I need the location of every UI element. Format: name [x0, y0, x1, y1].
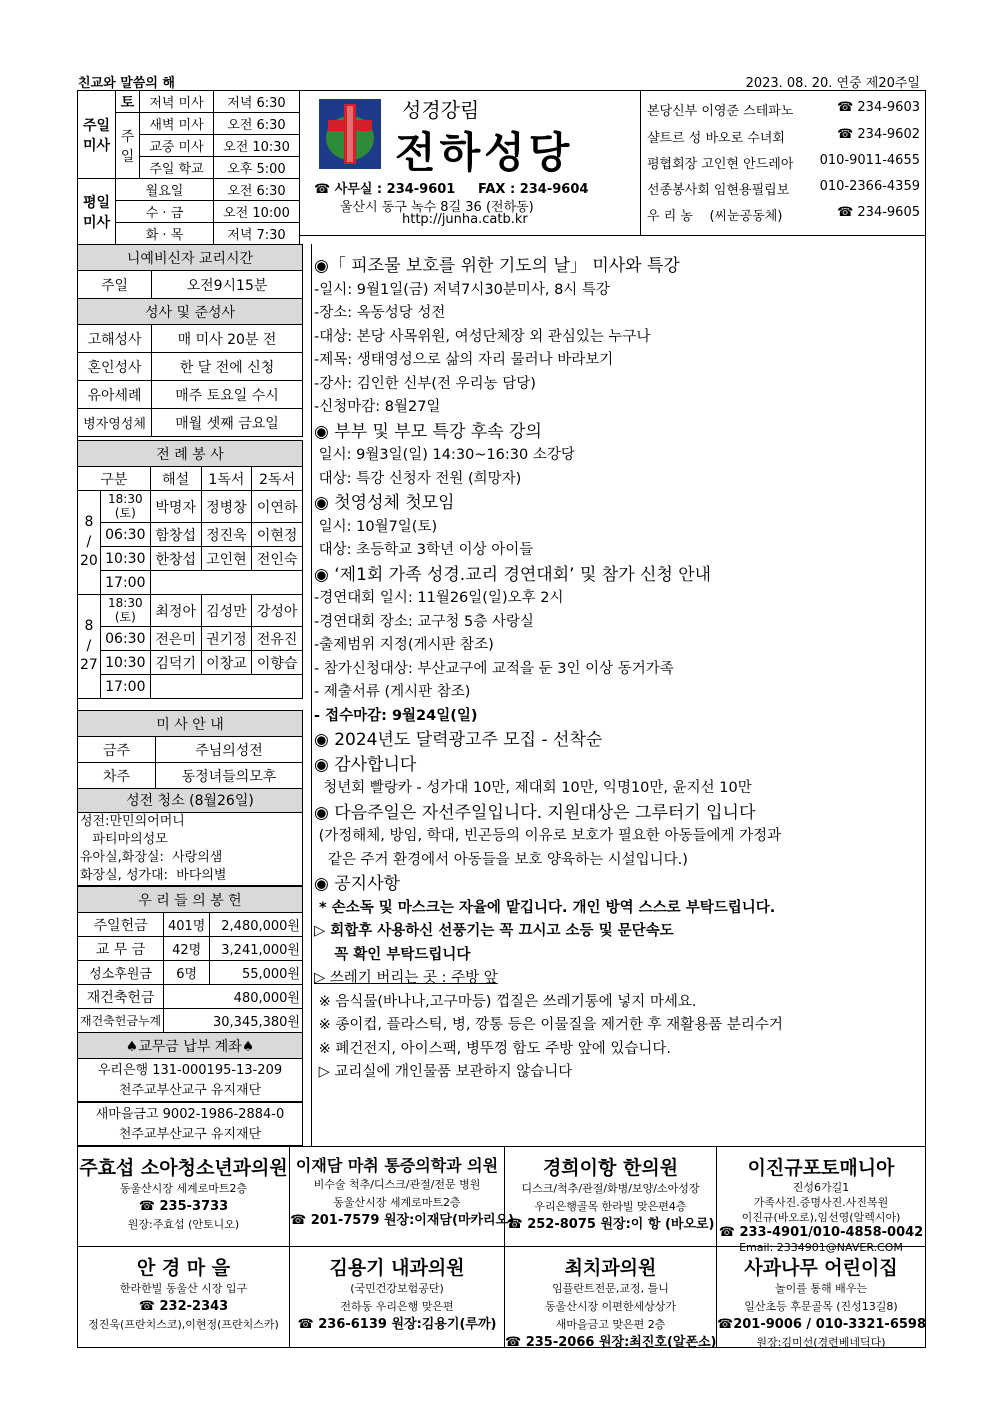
- liturgy-cell: [150, 571, 302, 595]
- ad-box: [77, 1147, 290, 1246]
- ad-line: 우리은행골목 한라빌 맞은편4층: [534, 1200, 687, 1213]
- contact-label: 선종봉사회 임현용필립보: [647, 183, 790, 198]
- liturgy-cell: 이향습: [252, 651, 303, 675]
- offering-key: 주일헌금: [78, 913, 164, 937]
- offering-count: 6명: [164, 961, 210, 985]
- mass-name: 교중 미사: [140, 135, 214, 157]
- liturgy-time: 18:30 (토): [100, 595, 150, 627]
- liturgy-title: 전 례 봉 사: [78, 441, 303, 467]
- ad-line: 원장:주효섭 (안토니오): [127, 1218, 240, 1231]
- mass-time: 저녁 6:30: [214, 91, 300, 113]
- news-line: ▷ 회합후 사용하신 선풍기는 꼭 끄시고 소등 및 문단속도: [314, 923, 674, 939]
- news-line: -제목: 생태영성으로 삶의 자리 물러나 바라보기: [314, 352, 614, 368]
- ad-line: (국민건강보험공단): [350, 1282, 444, 1295]
- news-line: (가정해체, 방임, 학대, 빈곤등의 이유로 보호가 필요한 아동들에게 가정과: [314, 828, 782, 844]
- news-line: 청년회 빨랑카 - 성가대 10만, 제대회 10만, 익명10만, 윤지선 10만: [314, 780, 752, 796]
- weekday-time: 저녁 7:30: [214, 223, 300, 245]
- ad-line: 이진규(바오로),임선영(알렉시아): [741, 1211, 901, 1224]
- mass-time: 오후 5:00: [214, 157, 300, 179]
- news-line: 대상: 특강 신청자 전원 (희망자): [314, 470, 522, 487]
- liturgy-cell: 한창섭: [150, 547, 201, 571]
- ad-title: 주효섭 소아청소년과의원: [79, 1157, 288, 1179]
- church-logo: [318, 98, 382, 170]
- liturgy-cell: 고인현: [201, 547, 252, 571]
- news-line: 일시: 9월3일(일) 14:30~16:30 소강당: [314, 447, 575, 463]
- mass-info-value: 동정녀들의모후: [156, 763, 303, 789]
- liturgy-time: 10:30: [100, 651, 150, 675]
- ad-line: 전하동 우리은행 맞은편: [340, 1300, 454, 1313]
- contacts-box: [640, 90, 926, 235]
- liturgy-time: 06:30: [100, 627, 150, 651]
- news-list: [314, 254, 922, 1085]
- sun-label: 주 일: [116, 113, 140, 179]
- news-line: ※ 음식물(바나나,고구마등) 껍질은 쓰레기통에 넣지 마세요.: [314, 993, 697, 1010]
- ad-line: ☎ 233-4901/010-4858-0042: [718, 1225, 924, 1240]
- liturgy-cell: 박명자: [150, 491, 201, 523]
- ad-line: ☎ 235-2066 원장:최진호(알폰소): [505, 1335, 717, 1350]
- ad-line: 비수술 척추/디스크/관절/전문 병원: [313, 1178, 481, 1191]
- church-url: http://junha.catb.kr: [402, 212, 528, 227]
- news-line: - 제출서류 (게시판 참조): [314, 684, 471, 700]
- ad-line: ☎ 232-2343: [138, 1299, 229, 1314]
- ad-title: 김용기 내과의원: [329, 1257, 465, 1279]
- ad-line: 동울산시장 이편한세상상가: [544, 1300, 676, 1313]
- news-line: -경연대회 일시: 11월26일(일)오후 2시: [314, 590, 564, 606]
- contact-row: [647, 127, 785, 146]
- liturgy-cell: 함창섭: [150, 523, 201, 547]
- ad-box: [717, 1247, 926, 1348]
- mass-name: 저녁 미사: [140, 91, 214, 113]
- weekday-day: 화 · 목: [116, 223, 214, 245]
- sunday-mass-label: 주일 미사: [78, 91, 116, 179]
- contact-row: [647, 205, 782, 224]
- offering-key: 교 무 금: [78, 937, 164, 961]
- offering-value: 480,000원: [164, 985, 303, 1009]
- accounts-title: ♠교무금 납부 계좌♠: [78, 1033, 303, 1059]
- news-heading: ◉ 첫영성체 첫모임: [314, 493, 455, 513]
- liturgy-table: [77, 440, 303, 699]
- church-subtitle: 성경강림: [402, 98, 480, 122]
- ad-line: 놀이를 통해 배우는: [774, 1282, 867, 1295]
- mass-time: 오전 10:30: [214, 135, 300, 157]
- ad-line: 새마을금고 맞은편 2층: [555, 1318, 666, 1331]
- ad-line: 동울산시장 세계로마트2층: [119, 1182, 248, 1195]
- ad-line: 임플란트전문,교정, 틀니: [552, 1282, 669, 1295]
- mass-name: 새벽 미사: [140, 113, 214, 135]
- contact-row: [647, 100, 793, 119]
- ad-line: Email: 2334901@NAVER.COM: [739, 1241, 903, 1254]
- offering-key: 재건축헌금누계: [78, 1009, 164, 1033]
- liturgy-cell: 정병창: [201, 491, 252, 523]
- header-date: 2023. 08. 20. 연중 제20주일: [745, 76, 920, 91]
- liturgy-cell: 최정아: [150, 595, 201, 627]
- ad-line: ☎ 235-3733: [138, 1199, 229, 1214]
- offering-count: 401명: [164, 913, 210, 937]
- weekday-mass-label: 평일 미사: [78, 179, 116, 245]
- sacrament-key: 고해성사: [78, 325, 152, 353]
- weekday-day: 월요일: [116, 179, 214, 201]
- weekday-time: 오전 10:00: [214, 201, 300, 223]
- liturgy-time: 17:00: [100, 675, 150, 699]
- account-line: 천주교부산교구 유지재단: [118, 1127, 262, 1142]
- ad-title: 경희이항 한의원: [542, 1157, 679, 1179]
- contact-label: 평협회장 고인현 안드레아: [647, 157, 794, 172]
- news-line: - 접수마감: 9월24일(일): [314, 707, 478, 724]
- news-line: ▷ 교리실에 개인물품 보관하지 않습니다: [314, 1064, 573, 1080]
- cleaning-title: 성전 청소 (8월26일): [78, 789, 302, 813]
- sacrament-value: 매월 셋째 금요일: [152, 409, 303, 437]
- liturgy-cell: 이현정: [252, 523, 303, 547]
- ad-line: 디스크/척추/관절/화병/보양/소아성장: [521, 1182, 700, 1195]
- news-line: ※ 종이컵, 플라스틱, 병, 깡통 등은 이물질을 제거한 후 재활용품 분리수거: [314, 1017, 783, 1033]
- mass-info-title: 미 사 안 내: [78, 711, 303, 737]
- cleaning-line: 성전:만민의어머니: [80, 814, 185, 829]
- liturgy-header: 1독서: [201, 467, 252, 491]
- account-box: [77, 1102, 303, 1146]
- mass-schedule: [77, 90, 300, 245]
- liturgy-time: 18:30 (토): [100, 491, 150, 523]
- liturgy-cell: 전인숙: [252, 547, 303, 571]
- ad-line: ☎ 236-6139 원장:김용기(루까): [297, 1317, 497, 1332]
- offering-value: 3,241,000원: [210, 937, 303, 961]
- ad-line: 원장:김미선(경련베네딕다): [756, 1336, 886, 1349]
- liturgy-cell: 전유진: [252, 627, 303, 651]
- mass-time: 오전 6:30: [214, 113, 300, 135]
- liturgy-cell: 권기정: [201, 627, 252, 651]
- contact-phone: ☎ 234-9605: [837, 205, 920, 220]
- contact-label: 샬트르 성 바오로 수녀회: [647, 131, 785, 146]
- catechumen-key: 주일: [78, 271, 152, 299]
- offering-table: [77, 886, 303, 1059]
- ad-box: [290, 1247, 505, 1348]
- mass-info-key: 차주: [78, 763, 156, 789]
- offering-title: 우 리 들 의 봉 헌: [78, 887, 303, 913]
- church-name: 전하성당: [395, 128, 574, 177]
- contact-phone: 010-9011-4655: [819, 153, 920, 168]
- news-heading: ◉ 감사합니다: [314, 754, 417, 775]
- ad-box: [505, 1147, 717, 1246]
- weekday-time: 오전 6:30: [214, 179, 300, 201]
- cleaning-line: 유아실,화장실: 사랑의샘: [80, 850, 223, 865]
- contact-phone: 010-2366-4359: [819, 179, 920, 194]
- contact-phone: ☎ 234-9603: [837, 100, 920, 115]
- cleaning-box: [77, 788, 303, 886]
- news-line: -일시: 9월1일(금) 저녁7시30분미사, 8시 특강: [314, 281, 610, 298]
- liturgy-header: 해설: [150, 467, 201, 491]
- ad-line: 가족사진.증명사진.사진복원: [753, 1196, 889, 1209]
- news-heading: ◉ ‘제1회 가족 성경.교리 경연대회’ 및 참가 신청 안내: [314, 564, 712, 585]
- weekday-day: 수 · 금: [116, 201, 214, 223]
- mass-name: 주일 학교: [140, 157, 214, 179]
- account-line: 우리은행 131-000195-13-209: [97, 1063, 283, 1078]
- catechumen-title: 니예비신자 교리시간: [78, 245, 303, 271]
- news-heading: ◉「 피조물 보호를 위한 기도의 날」 미사와 특강: [314, 256, 680, 276]
- news-line: ※ 폐건전지, 아이스팩, 병뚜껑 함도 주방 앞에 있습니다.: [314, 1040, 671, 1057]
- ad-line: 정진욱(프란치스코),이현정(프란치스카): [88, 1318, 279, 1331]
- sacrament-value: 매 미사 20분 전: [152, 325, 303, 353]
- news-line: -장소: 옥동성당 성전: [314, 305, 446, 321]
- sacraments-title: 성사 및 준성사: [78, 299, 303, 325]
- news-heading: ◉ 다음주일은 자선주일입니다. 지원대상은 그루터기 입니다: [314, 802, 756, 823]
- ad-line: 진성6가길1: [792, 1181, 850, 1194]
- liturgy-time: 17:00: [100, 571, 150, 595]
- liturgy-header: 2독서: [252, 467, 303, 491]
- news-line: 같은 주거 환경에서 아동들을 보호 양육하는 시설입니다.): [314, 851, 688, 868]
- liturgy-header: 구분: [78, 467, 151, 491]
- ad-title: 이진규포토매니아: [747, 1157, 895, 1179]
- header-motto: 친교와 말씀의 해: [78, 76, 175, 91]
- liturgy-cell: 전은미: [150, 627, 201, 651]
- news-line: - 참가신청대상: 부산교구에 교적을 둔 3인 이상 동거가족: [314, 660, 674, 677]
- offering-count: 42명: [164, 937, 210, 961]
- catechumen-value: 오전9시15분: [152, 271, 303, 299]
- cleaning-line: 파티마의성모: [80, 832, 168, 847]
- news-line: 대상: 초등학교 3학년 이상 아이들: [314, 542, 534, 558]
- liturgy-cell: 강성아: [252, 595, 303, 627]
- liturgy-time: 06:30: [100, 523, 150, 547]
- ad-title: 안 경 마 을: [136, 1257, 231, 1279]
- offering-value: 55,000원: [210, 961, 303, 985]
- account-line: 천주교부산교구 유지재단: [118, 1083, 262, 1098]
- account-box: [77, 1058, 303, 1102]
- sacrament-value: 한 달 전에 신청: [152, 353, 303, 381]
- ad-box: [717, 1147, 926, 1254]
- liturgy-cell: [150, 675, 302, 699]
- ad-title: 최치과의원: [564, 1257, 657, 1279]
- week-date: 8 / 20: [78, 491, 101, 595]
- week-date: 8 / 27: [78, 595, 101, 699]
- ad-line: ☎ 252-8075 원장:이 항 (바오로): [506, 1217, 715, 1232]
- church-address: 울산시 동구 녹수 8길 36 (전하동): [340, 200, 534, 215]
- sat-label: 토: [116, 91, 140, 113]
- contact-row: [647, 179, 789, 198]
- liturgy-cell: 정진욱: [201, 523, 252, 547]
- news-line: -대상: 본당 사목위원, 여성단체장 외 관심있는 누구나: [314, 328, 651, 345]
- sacrament-key: 유아세례: [78, 381, 152, 409]
- contact-row: [647, 153, 793, 172]
- sacrament-value: 매주 토요일 수시: [152, 381, 303, 409]
- ad-line: ☎ 201-7579 원장:이재담(마카리오): [290, 1213, 515, 1228]
- liturgy-time: 10:30: [100, 547, 150, 571]
- liturgy-cell: 김덕기: [150, 651, 201, 675]
- church-office: ☎ 사무실 : 234-9601 FAX : 234-9604: [314, 182, 589, 197]
- news-heading: ◉ 부부 및 부모 특강 후속 강의: [314, 421, 542, 442]
- liturgy-cell: 이창교: [201, 651, 252, 675]
- mass-info-key: 금주: [78, 737, 156, 763]
- news-line: * 손소독 및 마스크는 자율에 맡깁니다. 개인 방역 스스로 부탁드립니다.: [314, 899, 776, 916]
- contact-phone: ☎ 234-9602: [837, 127, 920, 142]
- liturgy-cell: 이연하: [252, 491, 303, 523]
- offering-key: 성소후원금: [78, 961, 164, 985]
- contact-label: 우 리 농 (씨눈공동체): [647, 209, 783, 224]
- ad-box: [77, 1247, 290, 1348]
- cleaning-line: 화장실, 성가대: 바다의별: [80, 868, 227, 883]
- news-line: -강사: 김인한 신부(전 우리농 담당): [314, 375, 536, 392]
- offering-value: 2,480,000원: [210, 913, 303, 937]
- account-line: 새마을금고 9002-1986-2884-0: [95, 1107, 285, 1122]
- sacrament-key: 병자영성체: [78, 409, 152, 437]
- ad-box: [290, 1147, 515, 1246]
- header-divider: [300, 235, 926, 236]
- ad-line: 한라한빌 동울산 시장 입구: [119, 1282, 248, 1295]
- news-line: -출제범위 지정(게시판 참조): [314, 637, 494, 653]
- ad-title: 이재담 마취 통증의학과 의원: [295, 1156, 499, 1175]
- sacrament-key: 혼인성사: [78, 353, 152, 381]
- ad-box: [505, 1247, 717, 1348]
- mass-info-value: 주님의성전: [156, 737, 303, 763]
- offering-value: 30,345,380원: [164, 1009, 303, 1033]
- mass-info-table: [77, 710, 303, 789]
- news-line: -신청마감: 8월27일: [314, 399, 441, 415]
- sidebar-table: [77, 244, 303, 437]
- news-line: 꼭 확인 부탁드립니다: [314, 946, 471, 963]
- news-line: -경연대회 장소: 교구청 5층 사랑실: [314, 613, 534, 630]
- ad-title: 사과나무 어린이집: [744, 1257, 898, 1279]
- ad-line: ☎201-9006 / 010-3321-6598: [717, 1317, 926, 1332]
- offering-key: 재건축헌금: [78, 985, 164, 1009]
- news-heading: ◉ 2024년도 달력광고주 모집 - 선착순: [314, 730, 603, 750]
- news-heading: ◉ 공지사항: [314, 874, 400, 894]
- news-line: 일시: 10월7일(토): [314, 518, 438, 535]
- contact-label: 본당신부 이영준 스테파노: [647, 104, 794, 119]
- ad-line: 동울산시장 세계로마트2층: [333, 1196, 461, 1209]
- ad-line: 일산초등 후문골목 (진성13길8): [744, 1300, 898, 1313]
- liturgy-cell: 김성만: [201, 595, 252, 627]
- news-line: ▷ 쓰레기 버리는 곳 : 주방 앞: [314, 970, 498, 986]
